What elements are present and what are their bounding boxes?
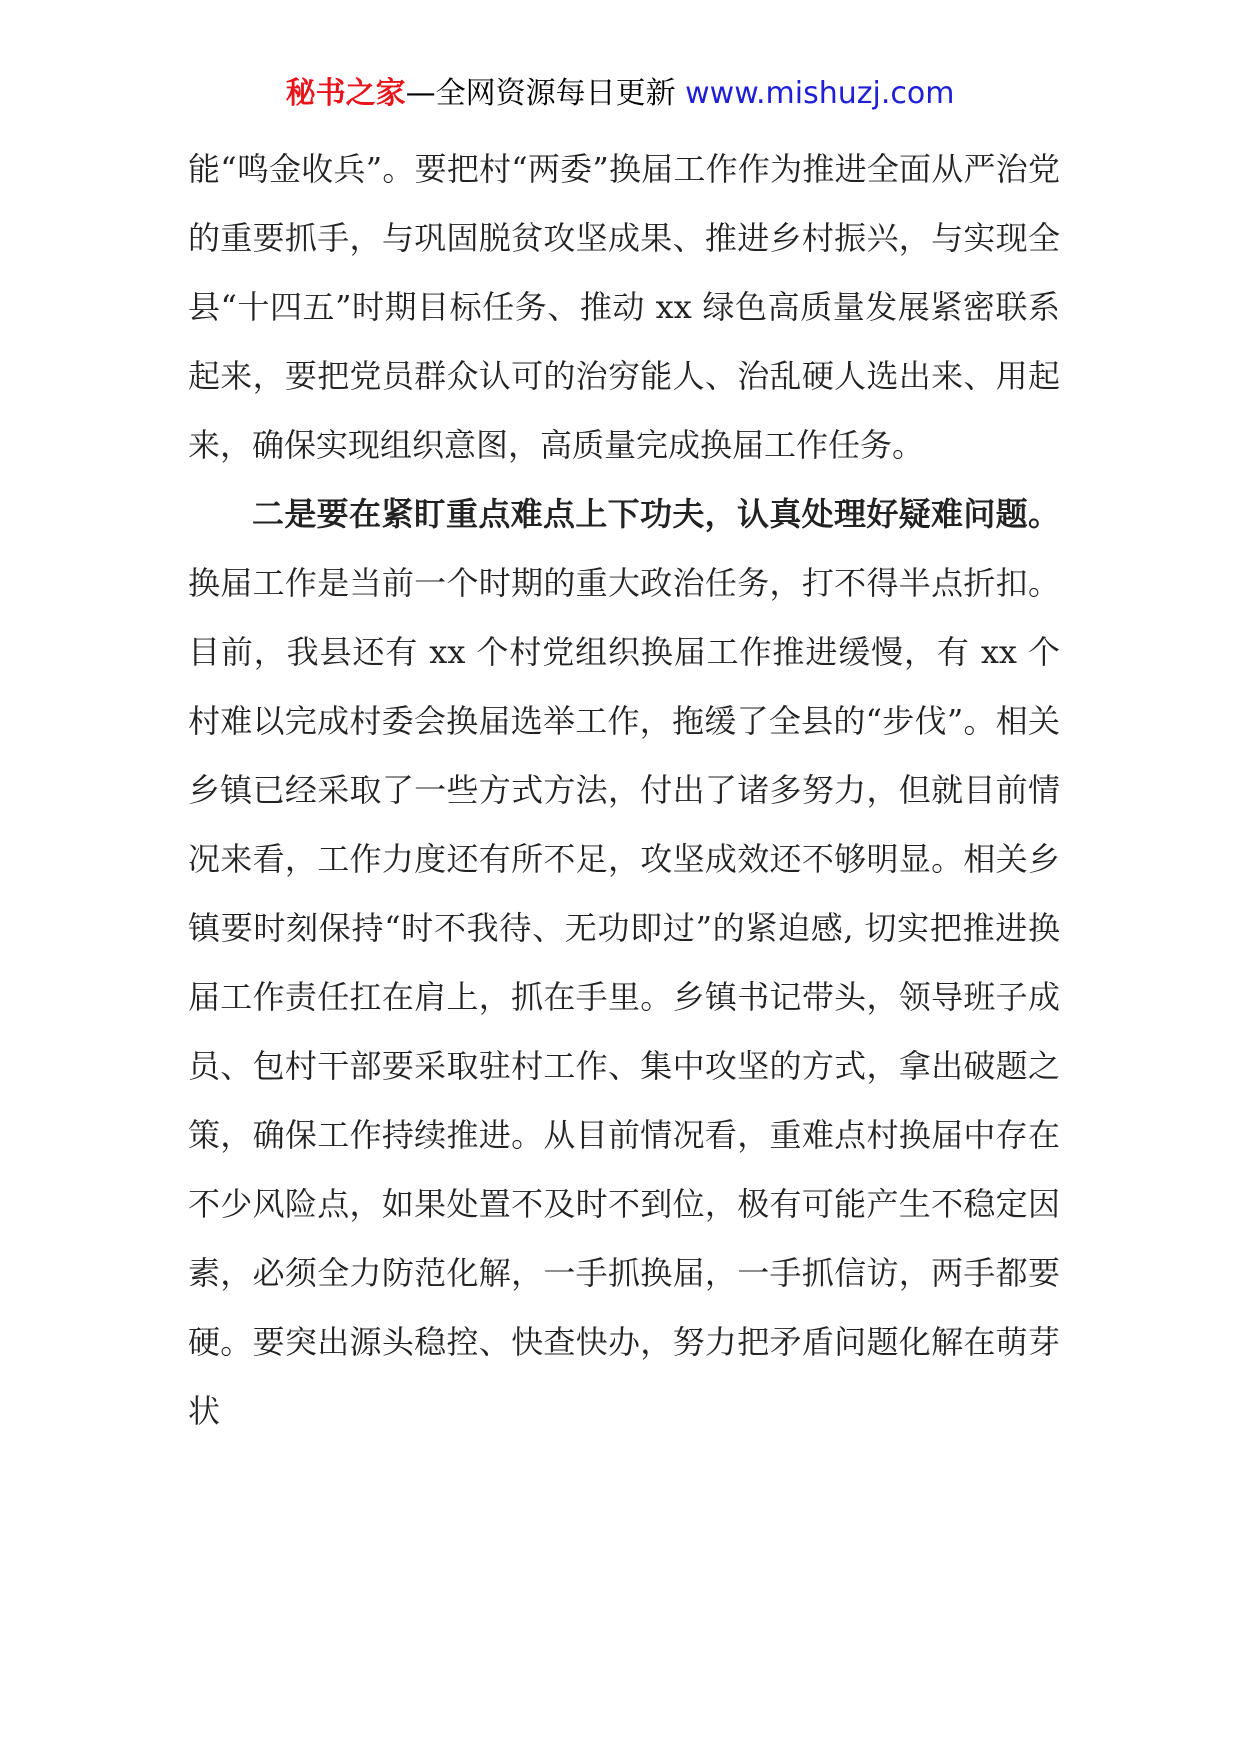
paragraph-lead-heading: 二是要在紧盯重点难点上下功夫，认真处理好疑难问题。 <box>252 495 1060 533</box>
document-body <box>188 135 1060 1446</box>
header-brand: 秘书之家 <box>285 76 406 111</box>
paragraph-text: 换届工作是当前一个时期的重大政治任务，打不得半点折扣。目前，我县还有 xx 个村党组织换届工作推进缓慢，有 xx 个村难以完成村委会换届选举工作，拖缓了全县的“步伐”。相关乡镇已经采取了一些方式方法，付出了诸多努力，但就目前情况来看，工作力度还有所不足，攻坚成效还不够明显。相关乡镇要时刻保持“时不我待、无功即过”的紧迫感, 切实把推进换届工作责任扛在肩上，抓在手里。乡镇书记带头，领导班子成员、包村干部要采取驻村工作、集中攻坚的方式，拿出破题之策，确保工作持续推进。从目前情况看，重难点村换届中存在不少风险点，如果处置不及时不到位，极有可能产生不稳定因素，必须全力防范化解，一手抓换届，一手抓信访，两手都要硬。要突出源头稳控、快查快办，努力把矛盾问题化解在萌芽状 <box>188 564 1060 1430</box>
header-tagline: —全网资源每日更新 <box>405 76 676 111</box>
page-header <box>0 72 1240 116</box>
header-url-link[interactable]: www.mishuzj.com <box>685 76 955 111</box>
paragraph-text: 能“鸣金收兵”。要把村“两委”换届工作作为推进全面从严治党的重要抓手，与巩固脱贫攻坚成果、推进乡村振兴，与实现全县“十四五”时期目标任务、推动 xx 绿色高质量发展紧密联系起来，要把党员群众认可的治穷能人、治乱硬人选出来、用起来，确保实现组织意图，高质量完成换届工作任务。 <box>188 150 1060 464</box>
paragraph <box>188 480 1060 1446</box>
paragraph <box>188 135 1060 480</box>
